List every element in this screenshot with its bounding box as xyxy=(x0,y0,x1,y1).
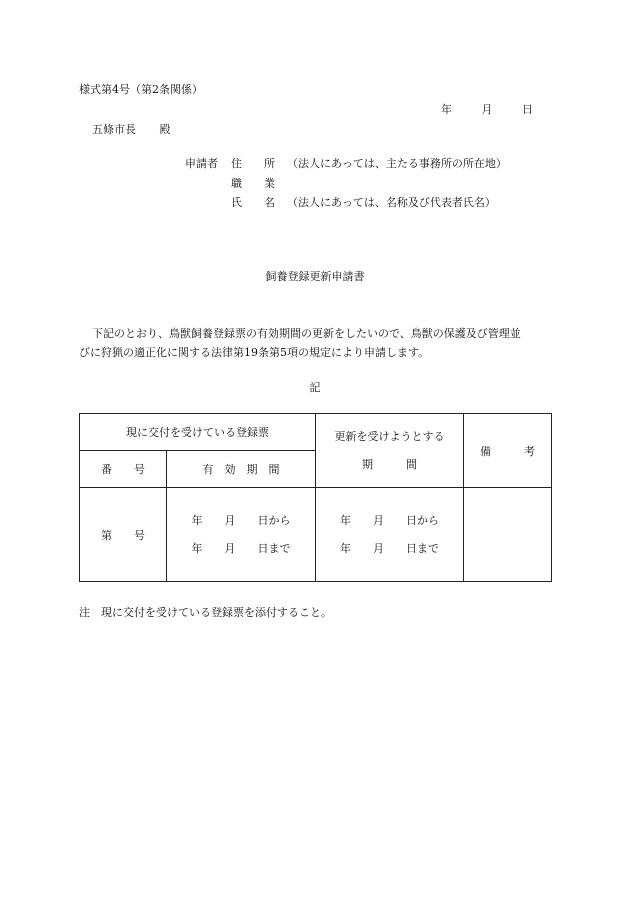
footnote: 注 現に交付を受けている登録票を添付すること。 xyxy=(79,606,332,619)
addressee-honorific: 殿 xyxy=(159,123,171,136)
applicant-address-label: 住 所 xyxy=(231,157,275,170)
addressee xyxy=(92,121,171,137)
header-number: 番 号 xyxy=(80,451,167,488)
applicant-address-note: （法人にあっては、主たる事務所の所在地） xyxy=(287,157,507,170)
validity-to: 年 月 日まで xyxy=(191,541,291,555)
document-title: 飼養登録更新申請書 xyxy=(265,270,365,283)
applicant-name-label: 氏 名 xyxy=(231,196,275,209)
cell-number: 第 号 xyxy=(80,488,167,582)
date-month: 月 xyxy=(481,103,493,116)
header-validity: 有 効 期 間 xyxy=(167,451,316,488)
date-year: 年 xyxy=(441,103,452,116)
applicant-name-note: （法人にあっては、名称及び代表者氏名） xyxy=(287,196,496,209)
header-remarks: 備 考 xyxy=(464,414,552,488)
cell-renewal xyxy=(316,488,464,582)
date-day: 日 xyxy=(522,103,533,116)
ki-heading: 記 xyxy=(309,381,321,394)
applicant-label: 申請者 xyxy=(185,157,218,170)
body-line-1: 下記のとおり、鳥獣飼養登録票の有効期間の更新をしたいので、鳥獣の保護及び管理並 xyxy=(92,327,521,340)
date-line xyxy=(441,101,533,117)
addressee-name: 五條市長 xyxy=(92,123,136,136)
renewal-from: 年 月 日から xyxy=(340,513,439,527)
validity-from: 年 月 日から xyxy=(191,513,291,527)
form-number: 様式第4号（第2条関係） xyxy=(79,83,203,96)
renewal-to: 年 月 日まで xyxy=(340,541,439,555)
cell-validity xyxy=(167,488,316,582)
applicant-occupation-label: 職 業 xyxy=(231,177,275,190)
header-renewal-period xyxy=(316,414,464,488)
body-line-2: びに狩猟の適正化に関する法律第19条第5項の規定により申請します。 xyxy=(79,346,430,359)
header-current-registration: 現に交付を受けている登録票 xyxy=(80,414,316,451)
header-renewal-line-1: 更新を受けようとする xyxy=(334,429,445,443)
header-renewal-line-2: 期 間 xyxy=(362,457,417,471)
cell-remarks xyxy=(464,488,552,582)
registration-table xyxy=(79,413,552,582)
